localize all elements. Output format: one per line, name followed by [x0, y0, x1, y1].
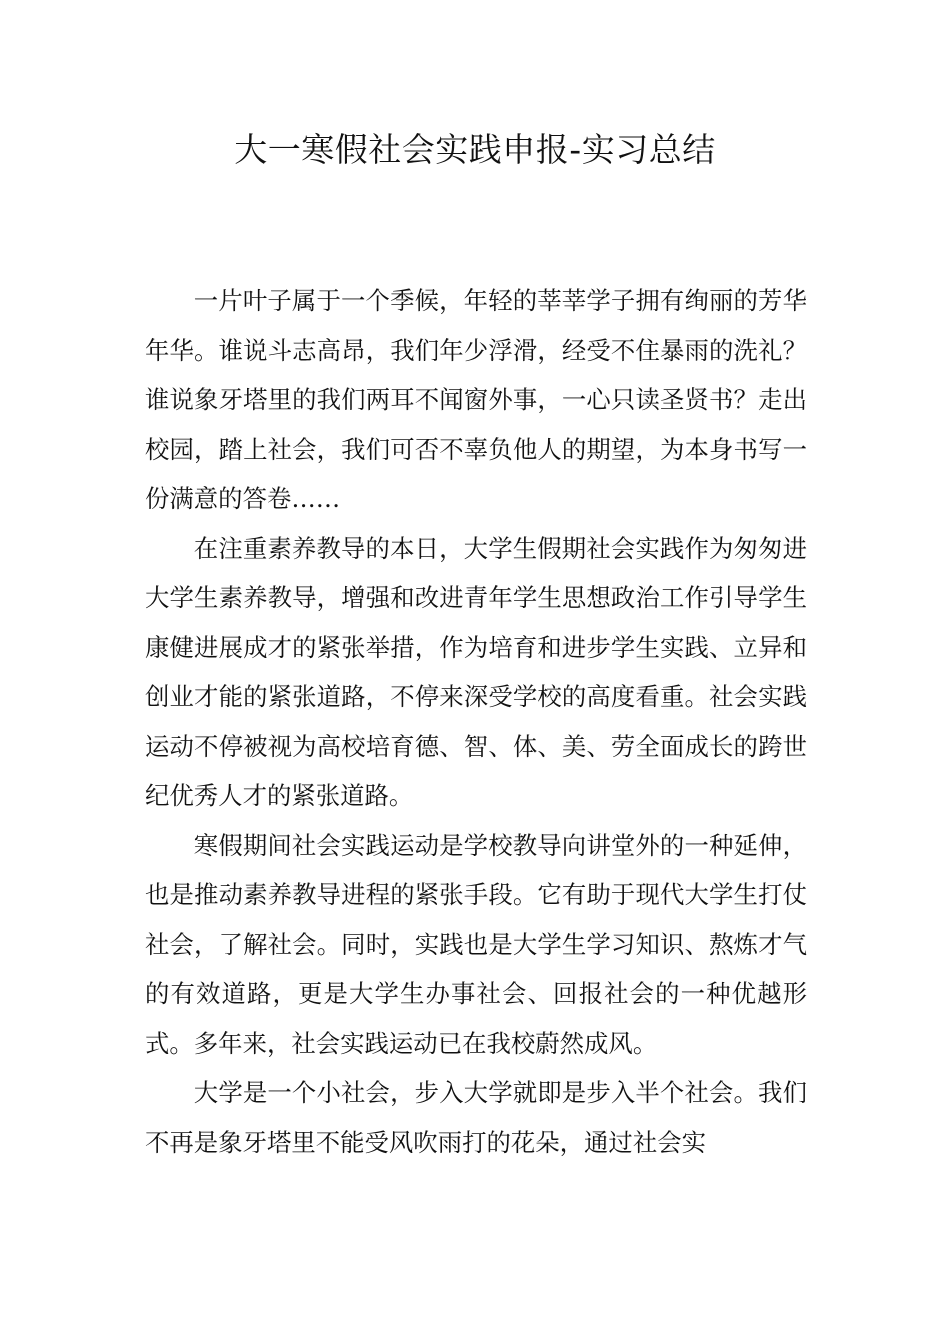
- document-title: 大一寒假社会实践申报-实习总结: [234, 130, 716, 169]
- paragraph-4: 大学是一个小社会，步入大学就即是步入半个社会。我们不再是象牙塔里不能受风吹雨打的花朵，通过社会实: [145, 1078, 807, 1157]
- paragraph-3: 寒假期间社会实践运动是学校教导向讲堂外的一种延伸，也是推动素养教导进程的紧张手段。它有助于现代大学生打仗社会，了解社会。同时，实践也是大学生学习知识、熬炼才气的有效道路，更是大学生办事社会、回报社会的一种优越形式。多年来，社会实践运动已在我校蔚然成风。: [145, 830, 807, 1058]
- paragraph-2: 在注重素养教导的本日，大学生假期社会实践作为匆匆进大学生素养教导，增强和改进青年学生思想政治工作引导学生康健进展成才的紧张举措，作为培育和进步学生实践、立异和创业才能的紧张道路，不停来深受学校的高度看重。社会实践运动不停被视为高校培育德、智、体、美、劳全面成长的跨世纪优秀人才的紧张道路。: [145, 533, 807, 810]
- document-body: [145, 276, 807, 1167]
- paragraph-1: 一片叶子属于一个季候，年轻的莘莘学子拥有绚丽的芳华年华。谁说斗志高昂，我们年少浮滑，经受不住暴雨的洗礼？谁说象牙塔里的我们两耳不闻窗外事，一心只读圣贤书？走出校园，踏上社会，我们可否不辜负他人的期望，为本身书写一份满意的答卷……: [145, 286, 807, 513]
